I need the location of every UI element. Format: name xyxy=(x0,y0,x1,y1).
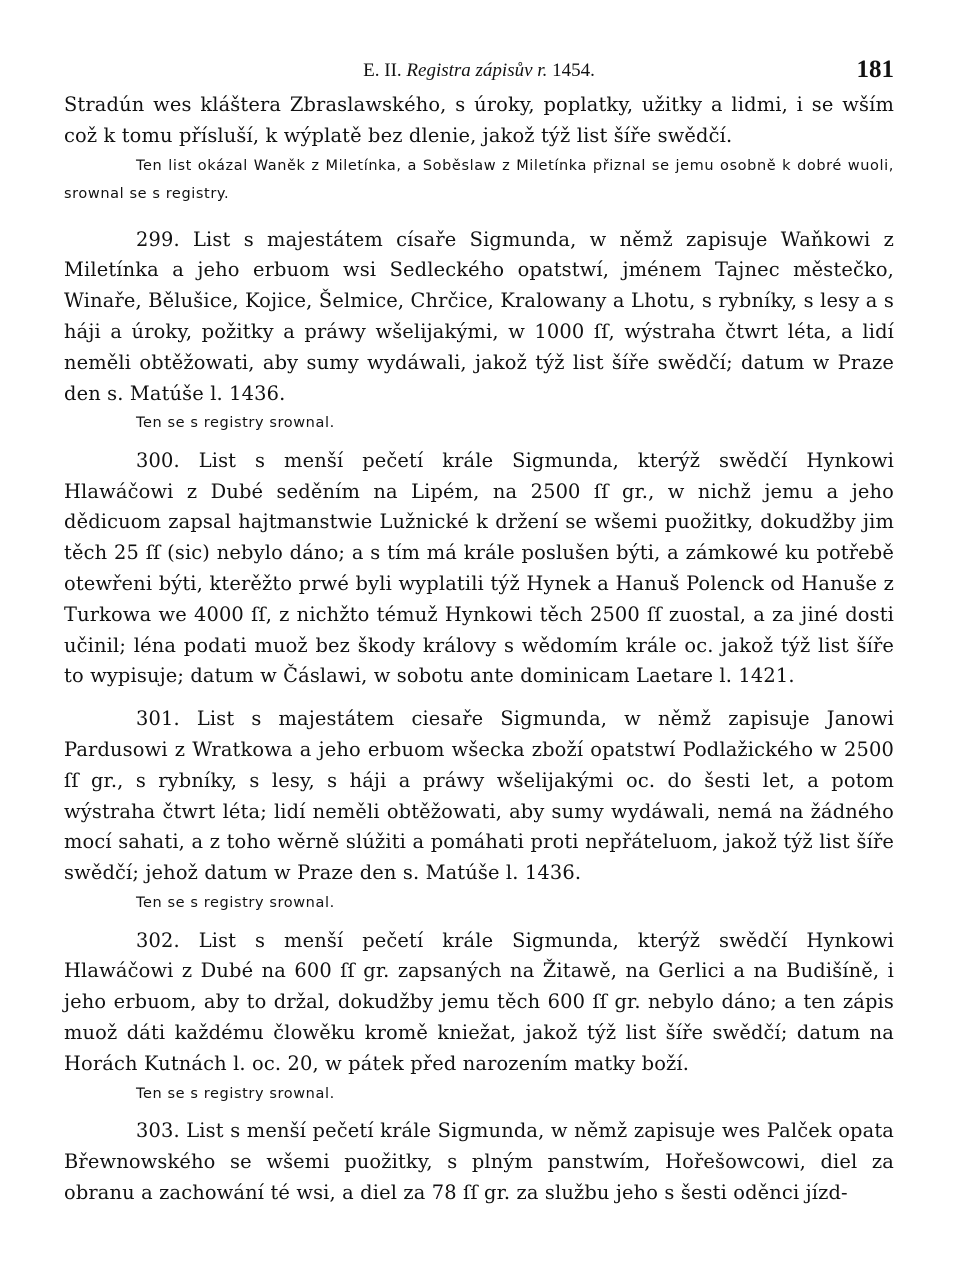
entry-303 xyxy=(64,1116,894,1208)
section-label: E. II. xyxy=(363,60,402,81)
entry-text: List s menší pečetí krále Sigmunda, kterýž swědčí Hynkowi Hlawáčowi z Dubé na 600 ſſ gr. zapsaných na Žitawě, na Gerlici a na Budišíně, i jeho erbuom, aby to držal, dokudžby jemu těch 600 ſſ gr. nebylo dáno; a ten zápis muož dáti každému člowěku kromě kniežat, jakož týž list šíře swědčí; datum na Horách Kutnách l. oc. 20, w pátek před narozením matky boží. xyxy=(64,928,894,1075)
entry-299 xyxy=(64,225,894,438)
entry-number: 301. xyxy=(136,707,180,731)
entry-number: 300. xyxy=(136,448,180,472)
entry-number: 299. xyxy=(136,227,180,251)
entry-text: List s menší pečetí krále Sigmunda, w němž zapisuje wes Palček opata Břewnowského se wšemi puožitky, s plným panstwím, Hořešowcowi, diel za obranu a zachowání té wsi, a diel za 78 ſſ gr. za službu jeho s šesti oděnci jízd- xyxy=(64,1119,894,1204)
entry-text: List s menší pečetí krále Sigmunda, kterýž swědčí Hynkowi Hlawáčowi z Dubé seděním na Lipém, na 2500 ſſ gr., w nichž jemu a jeho dědicuom zapsal hajtmanstwie Lužnické k držení se wšemi puožitky, dokudžby jim těch 25 ſſ (sic) nebylo dáno; a s tím má krále poslušen býti, a zámkowé ku potřebě otewřeni býti, kterěžto prwé byli wyplatili týž Hynek a Hanuš Polenck od Hanuše z Turkowa we 4000 ſſ, z nichžto témuž Hynkowi těch 2500 ſſ zuostal, a za jiné dosti učinil; léna podati muož bez škody královy s wědomím krále oc. jakož týž list šíře to wypisuje; datum w Čáslawi, w sobotu ante dominicam Laetare l. 1421. xyxy=(64,448,894,688)
entry-300 xyxy=(64,446,894,692)
running-year: 1454. xyxy=(552,60,595,81)
entry-text: List s majestátem císaře Sigmunda, w němž zapisuje Waňkowi z Miletínka a jeho erbuom wsi Sedleckého opatstwí, jménem Tajnec městečko, Winaře, Bělušice, Kojice, Šelmice, Chrčice, Kralowany a Lhotu, s rybníky, s lesy a s háji a úroky, požitky a práwy wšelijakými, w 1000 ſſ, wýstraha čtwrt léta, a lidí neměli obtěžowati, aby sumy wydáwali, jakož týž list šíře swědčí; datum w Praze den s. Matúše l. 1436. xyxy=(64,227,894,405)
running-head xyxy=(64,60,894,82)
entry-paragraph xyxy=(64,1116,894,1208)
intro-paragraph: Stradún wes kláštera Zbraslawského, s úroky, poplatky, užitky a lidmi, i se wším což k tomu přísluší, k wýplatě bez dlenie, jakož týž list šíře swědčí. xyxy=(64,93,894,147)
entry-paragraph xyxy=(64,225,894,410)
entry-note: Ten se s registry srownal. xyxy=(136,895,335,912)
running-title: Registra zápisův r. xyxy=(406,60,548,81)
entry-note: Ten se s registry srownal. xyxy=(136,415,335,432)
page-number: 181 xyxy=(856,56,894,83)
entry-paragraph xyxy=(64,926,894,1080)
entry-302 xyxy=(64,926,894,1108)
entry-note: Ten se s registry srownal. xyxy=(136,1085,335,1102)
entry-text: List s majestátem ciesaře Sigmunda, w němž zapisuje Janowi Pardusowi z Wratkowa a jeho erbuom wšecka zboží opatstwí Podlažického w 2500 ſſ gr., s rybníky, s lesy, s háji a práwy wšelijakými oc. do šesti let, a potom wýstraha čtwrt léta; lidí neměli obtěžowati, aby sumy wydáwali, nemá na žádného mocí sahati, a z toho wěrně slúžiti a pomáhati proti nepřáteluom, jakož týž list šíře swědčí; jehož datum w Praze den s. Matúše l. 1436. xyxy=(64,707,894,885)
entry-number: 303. xyxy=(136,1119,180,1143)
document-page xyxy=(64,56,894,1208)
entry-301 xyxy=(64,704,894,917)
entry-number: 302. xyxy=(136,928,180,952)
page-header xyxy=(64,56,894,90)
entry-paragraph xyxy=(64,704,894,889)
intro-note: Ten list okázal Waněk z Miletínka, a Soběslaw z Miletínka přiznal se jemu osobně k dobré wuoli, srownal se s registry. xyxy=(64,157,894,203)
entry-paragraph xyxy=(64,446,894,692)
